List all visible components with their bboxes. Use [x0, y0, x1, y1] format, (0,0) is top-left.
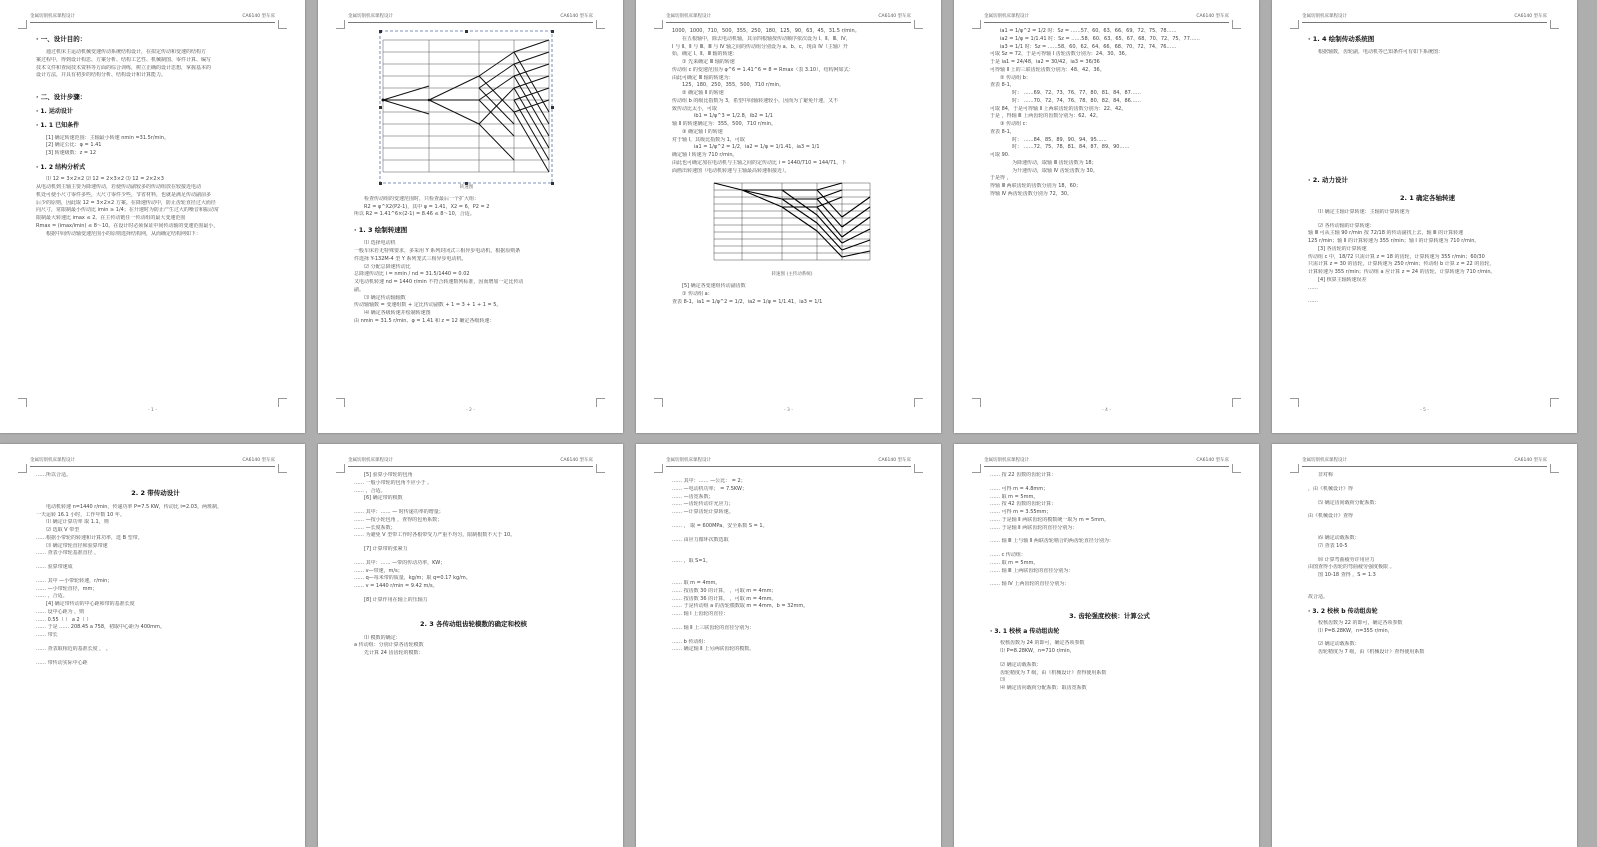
text-line: ⑸ 确定齿间载荷分配系数： [1318, 499, 1380, 506]
text-line: 图 10-18 查得 ，S = 1.3 [1318, 572, 1376, 578]
page-6[interactable] [0, 444, 305, 847]
text-line: 传动轴轴数 = 变速组数 + 定比传动副数 + 1 = 3 + 1 + 1 = 5。 [354, 302, 502, 309]
text-line: 后少的原则，因此取 12 = 3×2×2 方案。在降速传动中，防止齿轮直径过大而径 [36, 199, 216, 206]
text-line: …… 取 m = 5mm。 [990, 559, 1039, 566]
text-line: ia3 = 1/1 时：Sz = ……58、60、62、64、66、68、70、72、74、76…… [1000, 43, 1177, 50]
page-body [1308, 28, 1547, 403]
text-line: …… —电动机功率； = 7.5KW； [672, 485, 747, 492]
page-body [354, 472, 593, 843]
page-number: - 3 - [784, 408, 793, 414]
page-2[interactable] [318, 0, 623, 433]
text-line: 由图查得小齿轮的弯曲疲劳强度极限 。 [1308, 564, 1395, 571]
text-line: ⑶ 确定带轮直径和验算带速 [46, 542, 108, 549]
text-line: 根据中间传动轴变速范围小的原则选择结构网，从而确定结构网如下： [46, 230, 202, 237]
text-line: …… 轴 Ⅰ 上齿轮的直径： [672, 611, 729, 617]
page-3[interactable] [636, 0, 941, 433]
page-body [672, 472, 911, 843]
text-line: ia1 = 1/φ^2 = 1/2 时：Sz = ……57、60、63、66、69、72、75、78…… [1000, 28, 1177, 34]
spacer [1308, 57, 1547, 71]
text-line: 电动机转速 n=1440 r/min，传递功率 P=7.5 KW，传动比 i=2.03，两班制， [46, 503, 223, 510]
text-line: ⑵ 选取 V 带型 [46, 527, 80, 534]
text-line: …… q—每米带的质量，kg/m；取 q=0.17 kg/m。 [354, 575, 471, 582]
text-line: 对于轴 Ⅰ，其级比指数为 1，可取 [672, 136, 745, 143]
text-line: 确定轴 Ⅰ 转速为 710 r/min。 [672, 152, 738, 158]
text-line: 所以 R2 = 1.41^6×(2-1) = 8.46 ≤ 8～10，合适。 [354, 211, 475, 218]
text-line: [3] 转速级数：z = 12 [46, 150, 97, 157]
text-line: 时： ……69、72、73、76、77、80、81、84、87…… [1012, 90, 1141, 96]
text-line: R2 = φ^X2(P2-1)，其中 φ = 1.41，X2 = 6，P2 = 2 [364, 203, 490, 210]
text-line: 始，确定 Ⅰ、Ⅱ、Ⅲ 轴的转速： [672, 51, 738, 58]
text-line: …… 按 22 齿数的齿轮计算： [990, 472, 1057, 478]
text-line: 由此可确定 Ⅲ 轴的转速为： [672, 74, 734, 81]
text-line: 125 r/min；轴 Ⅱ 的计算转速为 355 r/min；轴 Ⅰ 的计算转速为 710 r/min。 [1308, 238, 1480, 245]
section-heading: 2. 2 带传动设计 [131, 488, 180, 497]
spacer [36, 80, 275, 86]
page-header: 金属切削机床课程设计 CA6140 型车床 [1302, 14, 1547, 23]
text-line: …… 于是传动组 a 的齿轮模数取 m = 4mm，b = 32mm。 [672, 603, 809, 610]
spacer [1308, 141, 1547, 155]
text-line: 为升速传动，取轴 Ⅳ 齿轮齿数为 30。 [1012, 167, 1098, 174]
text-line: 时： ……72、75、78、81、84、87、89、90…… [1012, 144, 1130, 151]
text-line: ② 传动组 b： [1000, 74, 1031, 81]
page-header: 金属切削机床课程设计 CA6140 型车床 [984, 14, 1229, 23]
text-line: ⑴ P=8.28KW，n=710 r/min， [1000, 648, 1075, 655]
text-line: ib1 = 1/φ^3 = 1/2.8，ib2 = 1/1 [694, 113, 773, 120]
text-line: …… 按齿数 36 的计算， ，可取 m = 4mm。 [672, 595, 777, 602]
text-line: …… —齿轮传动许允应力； [672, 501, 734, 508]
figure-label: 转速图 [459, 185, 474, 190]
text-line: ⑵ 分配总降速传动比 [364, 263, 411, 270]
text-line: 轴 Ⅲ 可从主轴 90 r/min 按 72/18 的传动副找上去，轴 Ⅲ 的计算转速 [1308, 230, 1464, 237]
text-line: …… v—带速，m/s； [354, 567, 403, 574]
page-header: 金属切削机床课程设计 CA6140 型车床 [30, 14, 275, 23]
text-line: 由《机械设计》查得 [1308, 513, 1354, 520]
text-line: …… 于是轴 Ⅱ 两联齿轮的模数统一取为 m = 5mm。 [990, 516, 1109, 523]
text-line: …… 取 m = 4mm。 [672, 580, 721, 586]
text-line: ⑷ 确定齿向载荷分配系数：取齿宽系数 [1000, 685, 1087, 692]
page-8[interactable] [636, 444, 941, 847]
text-line: [4] 确定带传动的中心距和带的基准长度 [46, 601, 135, 608]
page-1[interactable] [0, 0, 305, 433]
section-heading: · 1. 4 绘制传动系统图 [1308, 35, 1375, 43]
page-4[interactable] [954, 0, 1259, 433]
page-header: 金属切削机床课程设计 CA6140 型车床 [348, 458, 593, 467]
page-number: - 1 - [148, 408, 157, 414]
text-line: …… 0.55（ ） a 2（ ） [36, 616, 92, 623]
page-body [990, 472, 1229, 843]
text-line: [5] 验算小带轮的包角 [364, 472, 413, 478]
text-line: ⑵ 确定动载系数： [1000, 661, 1042, 668]
page-body-text [354, 196, 593, 326]
text-line: …… 其中：…… —公比： = 2； [672, 478, 746, 484]
text-line: 案过程中，得到设计构思、方案分析、结构工艺性、机械制图、零件计算、编写 [36, 56, 212, 63]
text-line: Rmax = (imax/imin) ≤ 8～10。在设计时必须保证中间传动轴的变速范围最小， [36, 222, 219, 229]
text-line: ⑴ 12 = 3×2×2 ⑵ 12 = 2×3×2 ⑶ 12 = 2×2×3 [46, 176, 164, 183]
text-line: 校核齿数为 24 的即可，确定各项参数 [1000, 640, 1085, 647]
text-line: ⑴ P=8.28KW，n=355 r/min， [1318, 627, 1393, 634]
text-line: …… [1308, 284, 1318, 291]
text-line: 向尺寸，常限制最小传动比 imin ≥ 1/4；在升速时为防止产生过大的噪音和振动常 [36, 207, 219, 214]
text-line: 件选择 Y-132M-4 型 Y 系列笼式三相异步电动机。 [354, 255, 467, 262]
text-line: 传动组 c 的变速范围为 φ^6 = 1.41^6 = 8 = Rmax（表 3.10），结构网如式： [672, 66, 854, 73]
spacer [672, 566, 911, 580]
page-9[interactable] [954, 444, 1259, 847]
page-number: - 2 - [466, 408, 475, 414]
text-line: …… —齿宽系数； [672, 493, 714, 500]
text-line: ⑴ 模数的确定： [364, 634, 401, 641]
text-line: [3] 各齿轮的计算转速 [1318, 245, 1367, 252]
text-line: 为降速传动，取轴 Ⅲ 齿轮齿数为 18； [1012, 159, 1097, 166]
text-line: …… 轴 Ⅲ 上两联齿轮的直径分别为： [990, 567, 1074, 574]
text-line: …… 于是轴 Ⅱ 两联齿轮的直径分别为： [990, 524, 1078, 531]
page-10[interactable] [1272, 444, 1577, 847]
transmission-speed-chart[interactable] [712, 177, 911, 279]
text-line: …… 一般小带轮的包角不应小于 。 [354, 479, 433, 486]
page-header: 金属切削机床课程设计 CA6140 型车床 [666, 458, 911, 467]
text-line: 由此也可确定加在电动机与主轴之间的定传动比 i = 1440/710 = 144/71，下 [672, 159, 847, 166]
text-line: [1] 确定转速范围：主轴最小转速 nmin =31.5r/min。 [46, 134, 169, 141]
section-heading: · 3. 1 校核 a 传动组齿轮 [990, 628, 1060, 636]
text-line: ⑹ 确定动载系数： [1318, 535, 1360, 541]
speed-diagram-figure[interactable] [379, 30, 593, 192]
text-line: a 传动组：分别计算各齿轮模数 [354, 642, 424, 649]
page-body [672, 28, 911, 403]
text-line: …… 带传动实际中心距 [36, 659, 88, 666]
text-line: 设计方法，并具有初步的结构分析、结构设计和计算能力。 [36, 72, 167, 79]
text-line: …… 轴 Ⅲ 上与轴 Ⅱ 两联齿轮啮合的两齿轮直径分别为： [990, 538, 1114, 545]
text-line: ① 传动组 a： [682, 290, 713, 297]
text-line: …… 为避免 V 型带工作时各根带受力严重不均匀，限制根数不大于 10。 [354, 532, 516, 539]
text-line: …… 查表小带轮基准直径 ， [36, 550, 100, 557]
text-line: ⑷ 确定各级转速并绘制转速图 [364, 310, 431, 317]
section-heading: 2. 3 各传动组齿轮模数的确定和校核 [419, 619, 528, 628]
text-line: 1000，1000，710，500，355，250，180，125，90，63，45，31.5 r/min。 [672, 28, 860, 34]
text-line: ，由《机械设计》得 [1308, 485, 1354, 492]
text-line: 校核齿数为 22 的即可，确定各项参数 [1318, 619, 1403, 626]
page-body [354, 28, 593, 403]
page-5[interactable] [1272, 0, 1577, 433]
text-line: 总降速传动比 i = nmin / nd = 31.5/1440 = 0.02 [354, 271, 470, 278]
text-line: ⑵ 确定动载系数： [1318, 641, 1360, 648]
text-line: …… 取 m = 5mm。 [990, 493, 1039, 500]
text-line: 轴 Ⅱ 的转速确定为：355，500，710 r/min。 [672, 121, 777, 127]
text-line: 计算转速为 355 r/min；传动组 a 应计算 z = 24 的齿轮，计算转速为 710 r/min。 [1308, 269, 1496, 276]
text-line: …… ，合适。 [36, 593, 68, 600]
page-header: 金属切削机床课程设计 CA6140 型车床 [666, 14, 911, 23]
section-heading: · 一、设计目的： [36, 35, 87, 43]
page-number: - 5 - [1420, 408, 1429, 414]
page-body-text-bottom [672, 283, 911, 306]
text-line: 于是得 ， [990, 175, 1012, 182]
text-line: [7] 计算带的张紧力 [364, 546, 408, 552]
section-heading: · 2. 动力设计 [1308, 175, 1348, 184]
section-heading: · 二、设计步骤： [36, 93, 87, 102]
page-header: 金属切削机床课程设计 CA6140 型车床 [30, 458, 275, 467]
text-line: 先计算 24 齿齿轮的模数： [364, 650, 424, 657]
text-line: 只需计算 z = 30 的齿轮，计算转速为 250 r/min；传动组 b 计算 z = 22 的齿轮， [1308, 261, 1495, 268]
text-line: 查表 8-1，ia1 = 1/φ^2 = 1/2，ia2 = 1/φ = 1/1.41，ia3 = 1/1 [672, 298, 823, 305]
text-line: ⑴ 确定计算功率 取 1.1，则 [46, 519, 109, 526]
text-line: 一般车床若无特殊要求，多采用 Y 系列封闭式三相异步电动机，根据原则条 [354, 248, 521, 255]
text-line: …… 于是 …… 208.45 a 758，初取中心距为 400mm。 [36, 624, 165, 631]
text-line: …… —长度系数； [354, 524, 396, 531]
text-line: 时： ……70、72、74、76、78、80、82、84、86…… [1012, 97, 1141, 104]
text-line: ① 先来确定 Ⅲ 轴的转速 [682, 59, 735, 65]
spacer [1308, 155, 1547, 169]
text-line: [4] 核算主轴转速误差 [1318, 276, 1367, 283]
text-line: …… 由应力循环次数选取 [672, 536, 729, 543]
text-line: 又电动机转速 nd = 1440 r/min 不符合转速数列标准，因而增加一定比传动 [354, 279, 524, 286]
text-line: ③ 确定轴 Ⅰ 的转速 [682, 128, 723, 135]
text-line: ia2 = 1/φ = 1/1.41 时：Sz = ……58、60、63、65、67、68、70、72、75、77…… [1000, 35, 1200, 42]
text-line: …… 验算带速成 [36, 564, 73, 571]
text-line: 在五根轴中，除去电动机轴，其余四根轴按传动顺序依次设为 Ⅰ、Ⅱ、Ⅲ、Ⅳ， [682, 35, 851, 42]
spacer [1308, 99, 1547, 113]
text-line: …… b 传动组： [672, 638, 709, 645]
text-line: …… 轴 Ⅱ 上三联齿轮的直径分别为： [672, 624, 755, 631]
text-line: …… —按小轮包角 ，查得的包角系数； [354, 516, 443, 523]
page-number: - 4 - [1102, 408, 1111, 414]
text-line: 由 nmin = 31.5 r/min、φ = 1.41 和 z = 12 确定各级转速： [354, 317, 495, 324]
text-line: 技术文件和查阅技术资料等方面的综合训练，树立正确的设计思想，掌握基本的 [36, 64, 212, 71]
text-line: 查表 8-1， [990, 82, 1015, 89]
page-body-text-top [672, 28, 911, 175]
text-line: …… 可得 m = 4.8mm； [990, 485, 1049, 492]
text-line: 故合适。 [1308, 593, 1329, 600]
text-line: ⑶ 确定传动轴轴数 [364, 294, 406, 301]
text-line: [6] 确定带的根数 [364, 495, 403, 502]
text-line: …… 其中 —小带轮转速，r/min； [36, 577, 113, 584]
text-line: …… —小带轮直径，mm； [36, 585, 98, 592]
spacer [1308, 521, 1547, 535]
text-line: …… 确定轴 Ⅱ 上另两联齿轮的模数。 [672, 646, 755, 653]
text-line: 限制最大转速比 imax ≤ 2。在主传动链任一传动组的最大变速范围 [36, 215, 186, 222]
spacer [354, 605, 593, 611]
text-line: 齿轮精度为 7 级，由《机械设计》查得使用系数 [1000, 669, 1107, 676]
text-line: …… c 传动组： [990, 552, 1026, 558]
speed-diagram [379, 30, 554, 185]
section-heading: · 1. 3 绘制转速图 [354, 226, 408, 235]
page-body [36, 28, 275, 403]
text-line: ⑻ 计算弯曲疲劳许用应力 [1318, 556, 1375, 563]
speed-chart [712, 177, 872, 272]
text-line: 机处可使小尺寸零件多些，大尺寸零件少些，节省材料，也就是满足传动副前多 [36, 191, 212, 198]
text-line: 通过机床主运动机械变速传动系统结构设计，在拟定传动和变速的结构方 [46, 49, 207, 56]
text-line: ③ 传动组 c： [1000, 121, 1031, 127]
section-heading: · 1. 运动设计 [36, 108, 73, 116]
text-line: …… 按齿数 30 的计算， ，可取 m = 4mm； [672, 587, 777, 594]
text-line: 125，180，250，355，500，710 r/min。 [682, 82, 785, 89]
text-line: …… 其中：…… — 时传递功率的增量； [354, 509, 444, 515]
text-line: 面画出转速图（电动机转速与主轴最高转速相接近）。 [672, 167, 790, 174]
spacer [990, 589, 1229, 603]
text-line: …… ，取 S=1。 [672, 558, 711, 565]
page-header: 金属切削机床课程设计 CA6140 型车床 [984, 458, 1229, 467]
text-line: 于是 ，得轴 Ⅲ 上两齿轮的齿数分别为：62、42。 [990, 113, 1101, 120]
text-line: [2] 确定公比：φ = 1.41 [46, 142, 102, 149]
text-line: 可得轴 Ⅱ 上的三联齿轮齿数分别为：48、42、36。 [990, 66, 1105, 73]
spacer [1308, 85, 1547, 99]
section-heading: · 1. 2 结构分析式 [36, 163, 86, 171]
text-line: ② 确定轴 Ⅱ 的转速 [682, 90, 724, 96]
page-7[interactable] [318, 444, 623, 847]
text-line: 可取 84，于是可得轴 Ⅱ 上两联齿轮的齿数分别为：22、42。 [990, 105, 1127, 112]
spacer [672, 544, 911, 558]
text-line: 一天运转 16.1 小时，工作年数 10 年。 [36, 511, 125, 518]
page-header: 金属切削机床课程设计 CA6140 型车床 [1302, 458, 1547, 467]
text-line: …… 可得 m = 3.55mm； [990, 509, 1052, 515]
text-line: …… 其中：…… —带的传动功率，KW； [354, 559, 446, 566]
text-line: 致传动比太小，可取 [672, 105, 718, 112]
text-line: …… —计算齿轮计算转速。 [672, 509, 734, 515]
text-line: 副。 [354, 286, 365, 293]
text-line: …… 查表取相近的基准长度 ， 。 [36, 645, 111, 652]
section-heading: 2. 1 确定各轴转速 [1399, 193, 1456, 202]
text-line: …… [1308, 298, 1318, 305]
text-line: ⑴ 选择电动机 [364, 240, 396, 247]
text-line: ⑴ 确定主轴计算转速：主轴的计算转速为 [1318, 208, 1410, 215]
text-line: 于是 ia1 = 24/48，ia2 = 30/42，ia3 = 36/36 [990, 59, 1100, 65]
text-line: …… 带长 [36, 632, 58, 639]
text-line: 查表 8-1， [990, 128, 1015, 135]
text-line: 传动组 b 的级比指数为 3，希望中间轴转速较小，因而为了避免升速，又不 [672, 97, 839, 104]
page-body [990, 28, 1229, 403]
text-line: …… 设中心距为 ，则 [36, 608, 85, 615]
text-line: 非对称 [1318, 472, 1334, 478]
section-heading: · 1. 1 已知条件 [36, 122, 80, 130]
text-line: 可取 90. [990, 152, 1010, 158]
text-line: ……根据小带轮的转速和计算功率，选 B 型带。 [36, 534, 143, 541]
text-line: 从电动机到主轴主要为降速传动，若使传动副较多的传动组放在较接近电动 [36, 184, 202, 191]
text-line: 得轴 Ⅳ 两齿轮齿数分别为 72，30。 [990, 190, 1073, 197]
text-line: 传动组 c 中，18/72 只需计算 z = 18 的齿轮，计算转速为 355 r/min；60/30 [1308, 253, 1485, 260]
spacer [1308, 71, 1547, 85]
page-body [36, 472, 275, 843]
text-line: ⑶ [1000, 677, 1006, 684]
text-line: …… v = 1440 r/min = 9.42 m/s。 [354, 583, 438, 589]
text-line: …… ，合适。 [354, 487, 386, 494]
text-line: Ⅰ 与 Ⅱ、Ⅱ 与 Ⅲ、Ⅲ 与 Ⅳ 轴之间的传动组分别设为 a、b、c，现由 Ⅳ（主轴）开 [672, 43, 848, 50]
text-line: 得轴 Ⅲ 两联齿轮的齿数分别为 18，60； [990, 183, 1081, 189]
text-line: …… ， 取 = 600MPa，安全系数 S = 1。 [672, 522, 768, 529]
spacer [1308, 113, 1547, 127]
figure-caption: 转速图 (主传动系统) [771, 272, 813, 278]
spacer [1308, 127, 1547, 141]
text-line: [5] 确定各变速组传动副齿数 [682, 283, 746, 290]
text-line: 检查传动组的变速范围时，只检查最后一个扩大组： [364, 195, 480, 202]
text-line: [8] 计算作用在轴上的压轴力 [364, 596, 428, 603]
text-line: 时： ……84、85、89、90、94、95…… [1012, 136, 1107, 143]
section-heading: 3. 齿轮强度校核：计算公式 [1069, 612, 1150, 620]
text-line: 根据轴数，齿轮副，电动机等已知条件可有如下系统图： [1318, 49, 1444, 56]
spacer [1308, 580, 1547, 594]
text-line: ⑺ 查表 10-5 [1318, 542, 1348, 549]
text-line: ⑵ 各传动轴的计算转速： [1318, 222, 1375, 229]
text-line: …… 按 42 齿数的齿轮计算： [990, 501, 1057, 508]
text-line: ……所以合适。 [36, 472, 72, 478]
text-line: 齿轮精度为 7 级，由《机械设计》查得使用系数 [1318, 649, 1425, 656]
page-header: 金属切削机床课程设计 CA6140 型车床 [348, 14, 593, 23]
text-line: 可取 Sz = 72，于是可得轴 Ⅰ 齿轮齿数分别为：24、30、36。 [990, 51, 1130, 58]
page-body [1308, 472, 1547, 843]
text-line: ia1 = 1/φ^2 = 1/2，ia2 = 1/φ = 1/1.41，ia3 = 1/1 [694, 144, 820, 151]
section-heading: · 3. 2 校核 b 传动组齿轮 [1308, 607, 1378, 615]
text-line: …… 轴 Ⅳ 上两齿轮的直径分别为： [990, 581, 1070, 588]
